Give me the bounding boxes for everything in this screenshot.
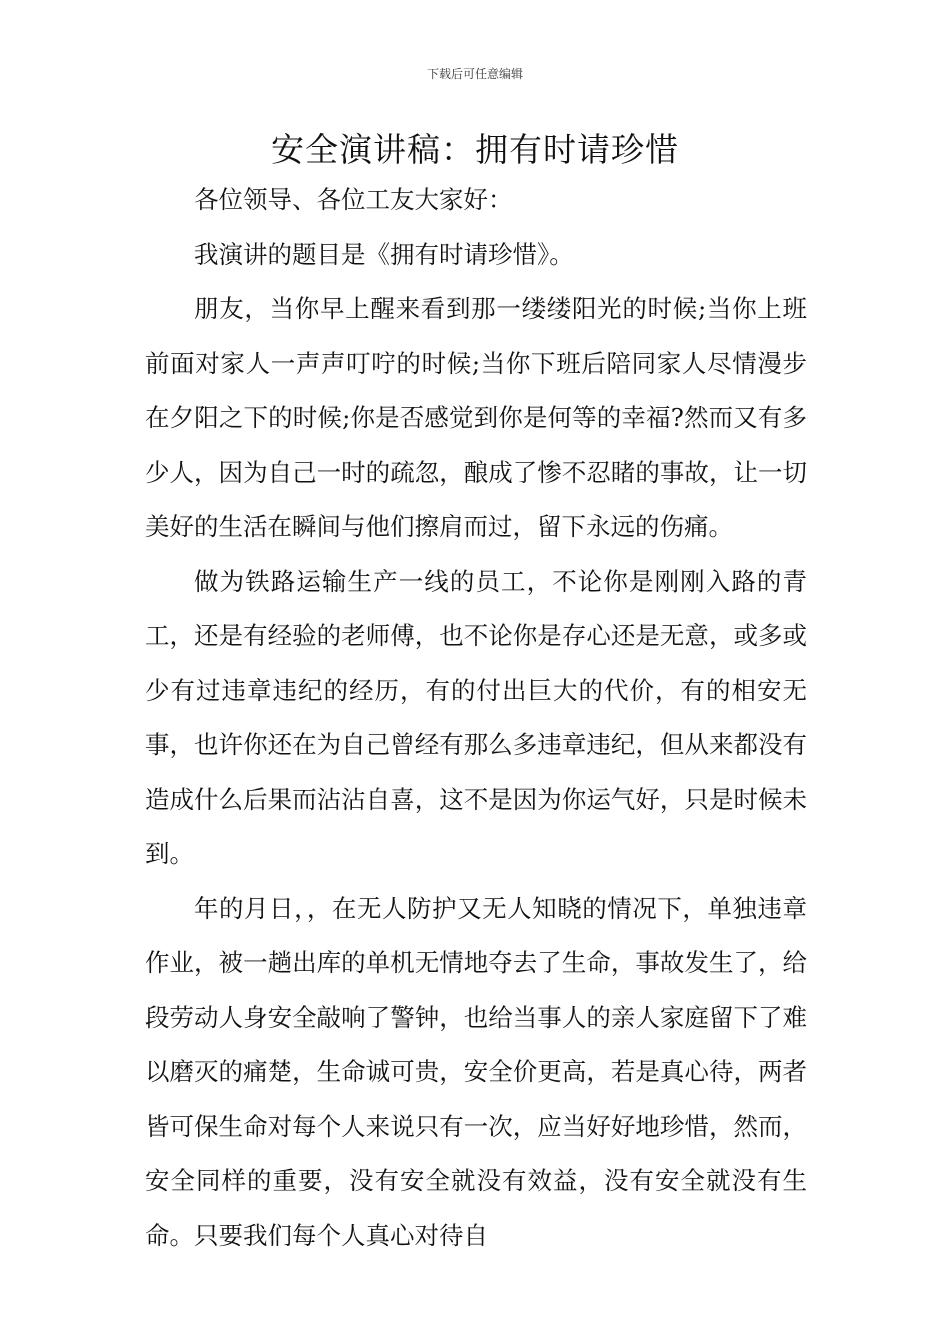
header-note: 下载后可任意编辑 xyxy=(426,67,523,81)
body-paragraph: 年的月日，，在无人防护又无人知晓的情况下，单独违章作业，被一趟出库的单机无情地夺去了生命，事故发生了，给段劳动人身安全敲响了警钟，也给当事人的亲人家庭留下了难以磨灭的痛楚，生命诚可贵，安全价更高，若是真心待，两者皆可保生命对每个人来说只有一次，应当好好地珍惜，然而，安全同样的重要，没有安全就没有效益，没有安全就没有生命。只要我们每个人真心对待自 xyxy=(145,893,807,1250)
document-title: 安全演讲稿：拥有时请珍惜 xyxy=(271,130,679,169)
body-paragraph-topic: 我演讲的题目是《拥有时请珍惜》。 xyxy=(194,239,574,269)
body-paragraph: 朋友，当你早上醒来看到那一缕缕阳光的时候;当你上班前面对家人一声声叮咛的时候;当你下班后陪同家人尽情漫步在夕阳之下的时候;你是否感觉到你是何等的幸福?然而又有多少人，因为自己一时的疏忽，酿成了惨不忍睹的事故，让一切美好的生活在瞬间与他们擦肩而过，留下永远的伤痛。 xyxy=(145,294,807,541)
body-paragraph-greeting: 各位领导、各位工友大家好： xyxy=(194,185,513,214)
document-body xyxy=(145,173,807,1263)
body-paragraph: 做为铁路运输生产一线的员工，不论你是刚刚入路的青工，还是有经验的老师傅，也不论你是存心还是无意，或多或少有过违章违纪的经历，有的付出巨大的代价，有的相安无事，也许你还在为自己曾经有那么多违章违纪，但从来都没有造成什么后果而沾沾自喜，这不是因为你运气好，只是时候未到。 xyxy=(145,566,807,868)
